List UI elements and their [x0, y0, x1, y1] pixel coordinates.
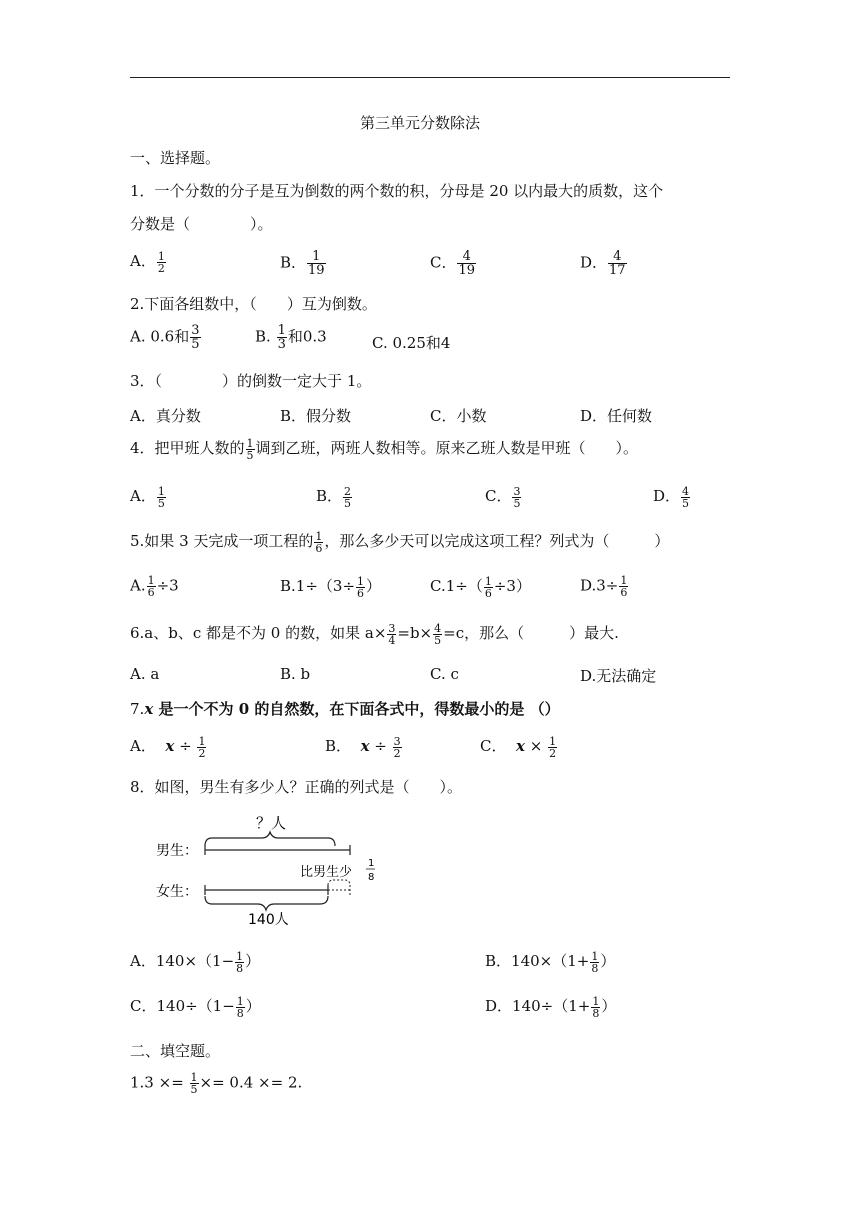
q8-option-c: C．140÷（1− $\frac{1}{8}$ ）: [130, 994, 261, 1020]
q2-option-a: A. 0.6和 $\frac{3}{5}$: [130, 323, 200, 352]
page-title: 第三单元分数除法: [360, 114, 481, 132]
question-1-line-1: 1．一个分数的分子是互为倒数的两个数的积，分母是 20 以内最大的质数，这个: [130, 182, 664, 200]
q1-option-a: A． $\frac{1}{2}$: [130, 249, 165, 275]
diagram-girls-label: 女生：: [156, 884, 198, 900]
q5-option-c: C.1÷（ $\frac{1}{6}$ ÷3）: [430, 574, 531, 600]
q8-option-a: A．140×（1− $\frac{1}{8}$ ）: [130, 949, 261, 975]
diagram-less-label: 比男生少: [300, 865, 353, 880]
q7-option-a: A． x ÷ $\frac{1}{2}$: [130, 734, 206, 760]
q3-option-a: A．真分数: [130, 407, 201, 425]
q5-option-a: A. $\frac{1}{6}$ ÷3: [130, 574, 179, 599]
q4-option-b: B． $\frac{2}{5}$: [316, 484, 352, 510]
diagram-frac-num: 1: [368, 858, 375, 869]
q1-option-b: B． $\frac{1}{19}$: [280, 249, 325, 278]
fill-question-1: 1.3 ×= $\frac{1}{5}$ ×= 0.4 ×= 2.: [130, 1071, 303, 1096]
q1-option-d: D． $\frac{4}{17}$: [580, 249, 626, 278]
q7-option-b: B． x ÷ $\frac{3}{2}$: [325, 734, 401, 760]
diagram-question-label: ？人: [256, 814, 287, 832]
q6-option-a: A. a: [130, 665, 160, 683]
q6-option-c: C. c: [430, 665, 459, 683]
q2-option-b: B. $\frac{1}{3}$ 和0.3: [255, 323, 327, 352]
boys-top-brace: [205, 832, 335, 846]
q4-option-c: C． $\frac{3}{5}$: [485, 484, 521, 510]
q1-option-c: C． $\frac{4}{19}$: [430, 249, 476, 278]
q8-option-d: D．140÷（1+ $\frac{1}{8}$ ）: [485, 994, 617, 1020]
section-heading-choice: 一、选择题。: [130, 149, 221, 167]
question-1-line-2: 分数是（ ）。: [130, 215, 273, 233]
line-segment-diagram: [150, 808, 390, 928]
question-6: 6.a、b、c 都是不为 0 的数，如果 a× $\frac{3}{4}$ =b× $\frac{4}{5}$ =c，那么（ ）最大.: [130, 621, 619, 647]
question-4: 4．把甲班人数的 $\frac{1}{5}$ 调到乙班，两班人数相等。原来乙班人数是甲班（ ）。: [130, 436, 639, 462]
q2-option-c: C. 0.25和4: [372, 334, 451, 352]
question-2: 2.下面各组数中，（ ）互为倒数。: [130, 295, 377, 313]
q6-option-b: B. b: [280, 665, 311, 683]
header-rule: [130, 77, 730, 78]
q3-option-d: D．任何数: [580, 407, 653, 425]
diagram-boys-label: 男生：: [156, 843, 198, 859]
question-5: 5.如果 3 天完成一项工程的 $\frac{1}{6}$ ，那么多少天可以完成这项工程？列式为（ ）: [130, 529, 670, 555]
q8-option-b: B．140×（1+ $\frac{1}{8}$ ）: [485, 949, 616, 975]
q4-option-a: A． $\frac{1}{5}$: [130, 484, 165, 510]
girls-bottom-brace: [205, 896, 328, 910]
q5-option-b: B.1÷（3÷ $\frac{1}{6}$ ）: [280, 574, 382, 600]
diagram-frac-den: 8: [368, 872, 375, 883]
q3-option-b: B．假分数: [280, 407, 352, 425]
difference-dashed-brace: [328, 880, 350, 885]
question-8: 8．如图，男生有多少人？正确的列式是（ ）。: [130, 778, 463, 796]
q7-option-c: C． x × $\frac{1}{2}$: [480, 734, 557, 760]
question-3: 3．（ ）的倒数一定大于 1。: [130, 372, 372, 390]
diagram-140-label: 140人: [248, 912, 289, 928]
q4-option-d: D． $\frac{4}{5}$: [653, 484, 690, 510]
q3-option-c: C．小数: [430, 407, 487, 425]
question-7: 7.x 是一个不为 0 的自然数，在下面各式中，得数最小的是 （）: [130, 700, 560, 718]
q5-option-d: D.3÷ $\frac{1}{6}$: [580, 574, 628, 599]
section-heading-fill: 二、填空题。: [130, 1042, 221, 1060]
q6-option-d: D.无法确定: [580, 667, 657, 685]
